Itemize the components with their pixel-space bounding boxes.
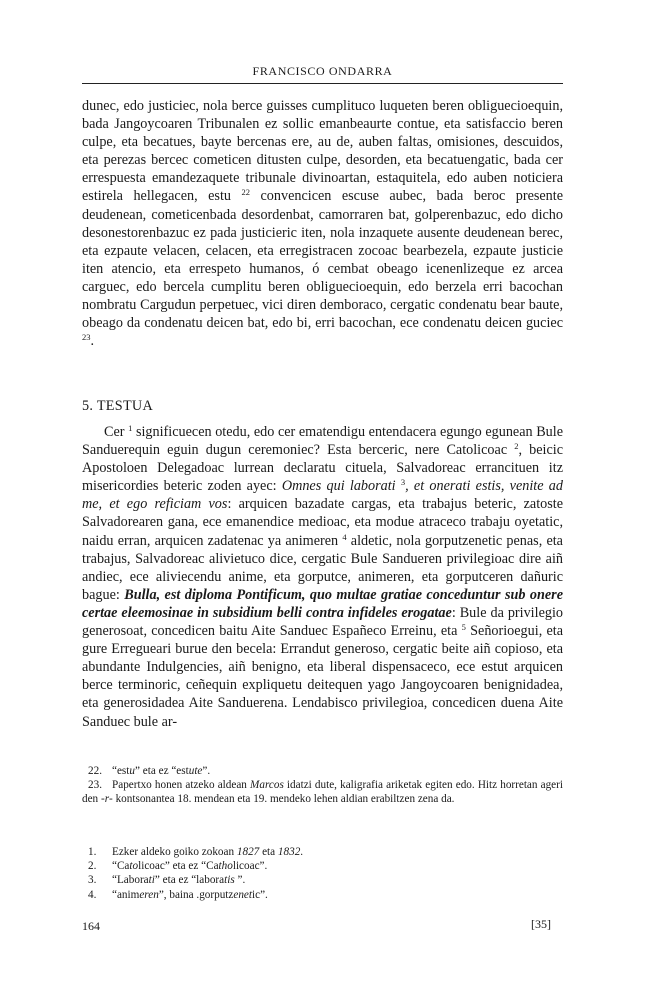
- note-3: 3. “Laborati” eta ez “laboratis ”.: [88, 874, 246, 887]
- note-4: 4. “animeren”, baina .gorputzenetic”.: [88, 888, 268, 901]
- footnote-23: 23. Papertxo honen atzeko aldean Marcos idatzi dute, kaligrafia ariketak egiten edo. Hitz horretan ageri den -r- kontsonantea 18. mendean eta 19. mendeko lehen aldian erabiltzen zena da.: [82, 779, 563, 806]
- footnote-ref: 4: [342, 531, 347, 542]
- footnote-22: 22. “estu” eta ez “estute”.: [88, 765, 211, 777]
- footnote-ref: 1: [128, 423, 133, 433]
- footnote-ref: 2: [514, 441, 519, 452]
- section-heading: 5. TESTUA: [82, 398, 154, 414]
- paragraph-testua: Cer $^1$ significuecen otedu, edo cer ematendigu entendacera egungo egunean Bule Sanduerequin eguin dugun ceremoniec? Esta berceric, nere Catolicoac $^2$, beicic Apostoloen Delegadoac lurrean declaratu cituela, Salvadoreac errancituen itz misericordies beteric zoden ayec: Omnes qui laborati $^3$, et onerati estis, venite ad me, et ego reficiam vos: arquicen bazadate cargas, eta trabajus beteric, zatoste Salvadorearen gana, ece emanendice medioac, eta modue atraceco trabaju oyetatic, naidu erran, arquicen zadatenac ya animeren $^4$ aldetic, nola gorputzenetic penas, eta trabajus, Salvadoreac alivietuco dice, cergatic Bule Sandueren privilegioac dire aiñ andiec, ece aliviecendu anime, eta gorputce, animeren, eta gorputceren dañuric bague: Bulla, est diploma Pontificum, quo multae gratiae conceduntur sub onere certae eleemosinae in subsidium belli contra infideles erogatae: Bule da privilegio generosoat, concedicen baitu Aite Sanduec Españeco Erreinu, eta $^5$ Señorioegui, eta gure Erregueari burue den becela: Errandut generoso, cergatic beite aiñ copioso, eta abundante Indulgencies, aiñ benigno, eta liberal dispensaceco, ece estut arquicen berce terminoric, ceñequin expliquetu deitequen yago Jangoycoaren benignidadea, eta generosidadea Aite Sanduerena. Lendabisco privilegioa, concedicen duena Aite Sanduec bule ar-: [82, 423, 564, 730]
- running-head: FRANCISCO ONDARRA: [82, 64, 563, 84]
- note-1: 1. Ezker aldeko goiko zokoan 1827 eta 1832.: [88, 846, 304, 858]
- footnote-ref: 3: [400, 477, 406, 488]
- editor-footnotes: [82, 764, 563, 807]
- original-page-marker: [35]: [531, 917, 551, 931]
- note-2: 2. “Catolicoac” eta ez “Catholicoac”.: [88, 860, 268, 873]
- paragraph-continued: dunec, edo justiciec, nola berce guisses cumplituco luqueten beren obliguecioequin, bada Jangoycoaren Tribunalen ez sollic emanbeaurte contue, eta satisfaccio beren culpe, eta becatues, bayte bercenas ere, au de, auben faltas, omisiones, descuidos, eta perezas bercec cometicen ditusten culpe, desorden, eta becatuengatic, bada cer errespuesta emandezaquete tribunale divinoartan, estaquitela, edo auben noticiera estirela hellegacen, estu $^{22}$ convencicen escuse aubec, bada beroc presente deudenean, cometicenbada desordenbat, camorraren bat, golperenbazuc, edo dicho desonestorenbazuc ez pada justicieric iten, nola inzaquete ausente deudenean berec, eta ezpaute velacen, celacen, eta erregistracen zocoac bearbezela, ezpaute justicie iten atencio, eta errespeto humanos, ó cembat obeago icenenlizeque ez arcea carguec, edo bercela cumplitu beren obliguecioequin, edo berzela erri bacochan nombratu Cargudun perpetuec, vici diren demboraco, cergatic condenatu bear baute, obeago da condenatu deicen bat, edo bi, erri bacochan, ece condenatu deicen guciec $^{23}$.: [82, 98, 564, 350]
- page-number: 164: [82, 919, 100, 933]
- transcription-notes: [82, 845, 563, 902]
- footnote-ref: 23: [82, 332, 91, 343]
- footnote-ref: 5: [461, 622, 466, 633]
- footnote-ref: 22: [241, 187, 250, 198]
